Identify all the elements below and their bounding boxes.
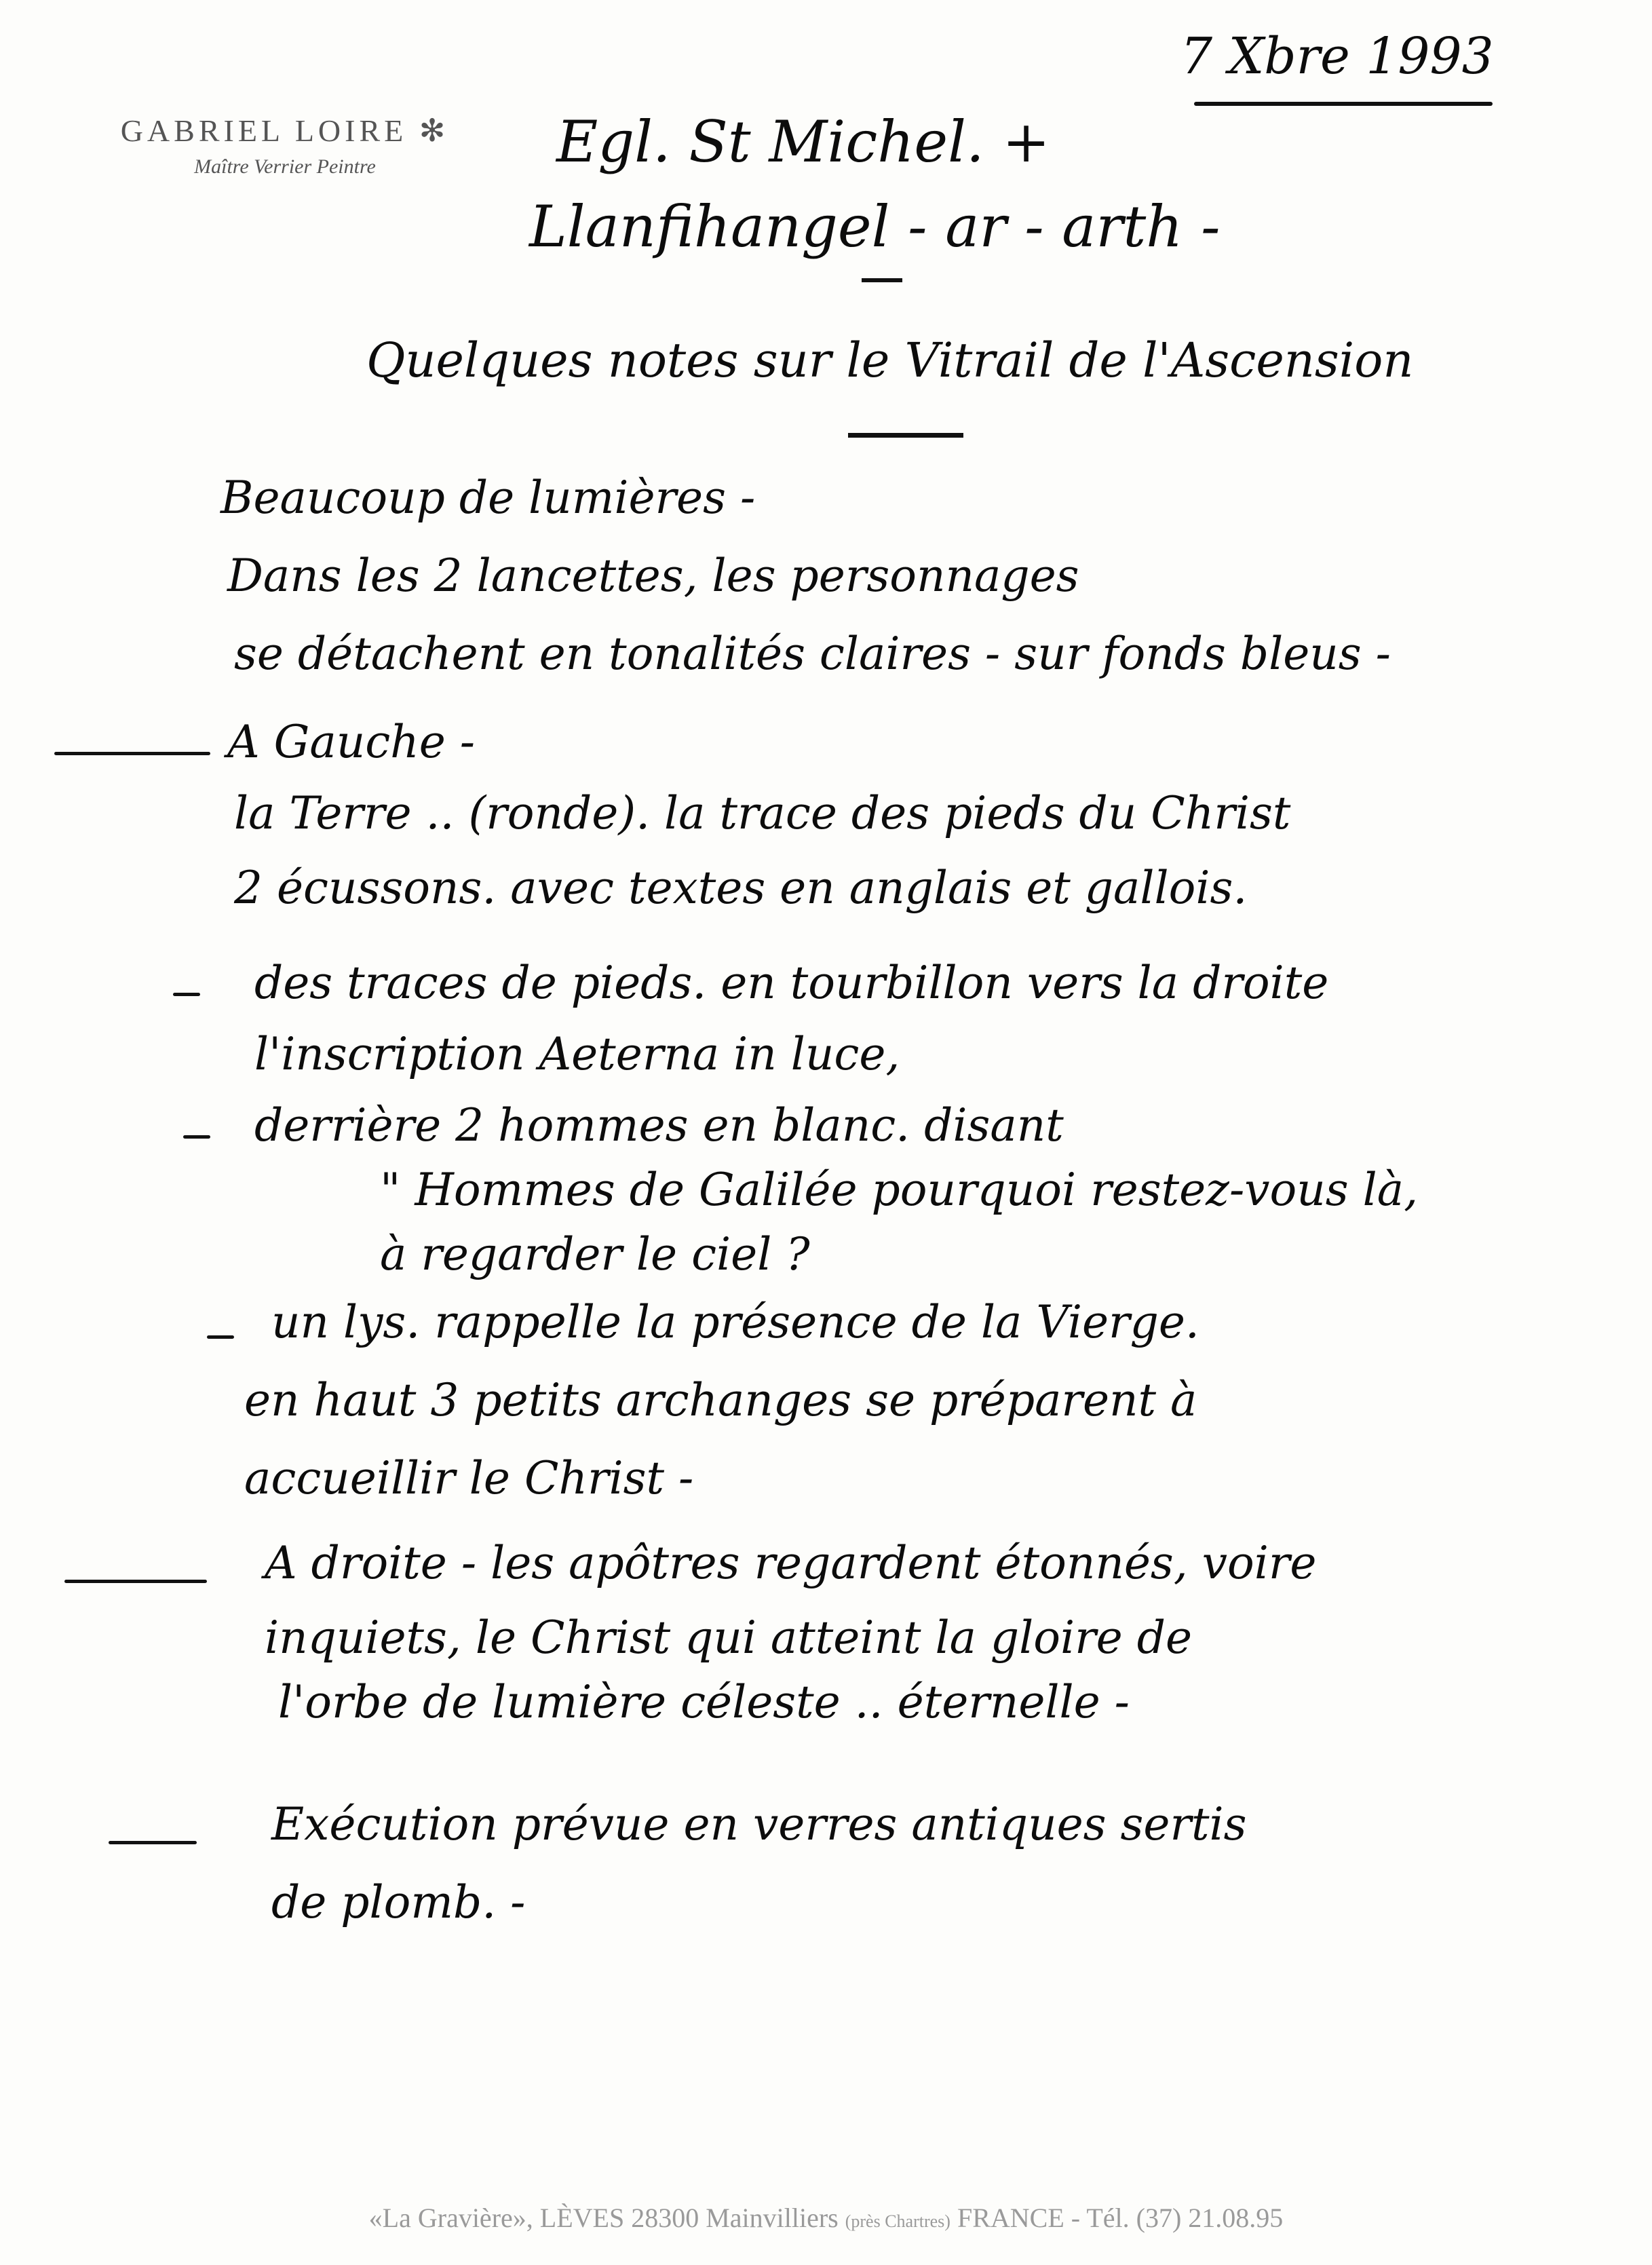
note-line: derrière 2 hommes en blanc. disant — [254, 1099, 1064, 1151]
section-dash — [109, 1841, 197, 1844]
note-line: Beaucoup de lumières - — [220, 472, 756, 524]
letterhead-name: GABRIEL LOIRE ✻ — [120, 113, 450, 148]
notes-subtitle: Quelques notes sur le Vitrail de l'Ascension — [366, 332, 1414, 388]
note-line: A droite - les apôtres regardent étonnés, voire — [265, 1537, 1317, 1589]
subtitle-rule — [848, 433, 963, 438]
note-line: la Terre .. (ronde). la trace des pieds du Christ — [234, 787, 1291, 839]
note-line: des traces de pieds. en tourbillon vers la droite — [254, 957, 1329, 1009]
item-dash — [207, 1335, 234, 1339]
note-line: un lys. rappelle la présence de la Vierge. — [271, 1296, 1199, 1348]
note-line: A Gauche - — [227, 716, 476, 768]
title-rule — [862, 278, 902, 282]
letterhead-subtitle: Maître Verrier Peintre — [194, 155, 376, 178]
note-line: 2 écussons. avec textes en anglais et gallois. — [234, 862, 1248, 914]
date-underline — [1194, 102, 1493, 106]
note-line: Exécution prévue en verres antiques sertis — [271, 1798, 1247, 1850]
section-dash — [54, 752, 210, 755]
note-line: de plomb. - — [271, 1876, 526, 1928]
footer-country-phone: FRANCE - Tél. (37) 21.08.95 — [957, 2203, 1284, 2233]
item-dash — [183, 1135, 210, 1139]
note-line: " Hommes de Galilée pourquoi restez-vous là, — [380, 1164, 1419, 1216]
section-dash — [64, 1580, 207, 1583]
title-line-2: Llanfihangel - ar - arth - — [529, 193, 1221, 260]
item-dash — [173, 993, 200, 996]
letterhead-footer — [0, 2202, 1652, 2234]
note-line: en haut 3 petits archanges se préparent à — [244, 1374, 1197, 1426]
footer-address-note: (près Chartres) — [845, 2211, 950, 2231]
note-line: se détachent en tonalités claires - sur fonds bleus - — [234, 628, 1391, 680]
handwritten-date: 7 Xbre 1993 — [1180, 27, 1494, 85]
note-line: l'orbe de lumière céleste .. éternelle - — [278, 1676, 1130, 1728]
note-line: à regarder le ciel ? — [380, 1228, 810, 1280]
note-line: Dans les 2 lancettes, les personnages — [227, 550, 1079, 602]
letterhead — [61, 112, 509, 178]
note-line: inquiets, le Christ qui atteint la gloire de — [265, 1612, 1193, 1664]
footer-address: «La Gravière», LÈVES 28300 Mainvilliers — [368, 2203, 839, 2233]
note-line: accueillir le Christ - — [244, 1452, 694, 1504]
note-line: l'inscription Aeterna in luce, — [254, 1028, 900, 1080]
title-line-1: Egl. St Michel. + — [556, 109, 1050, 175]
